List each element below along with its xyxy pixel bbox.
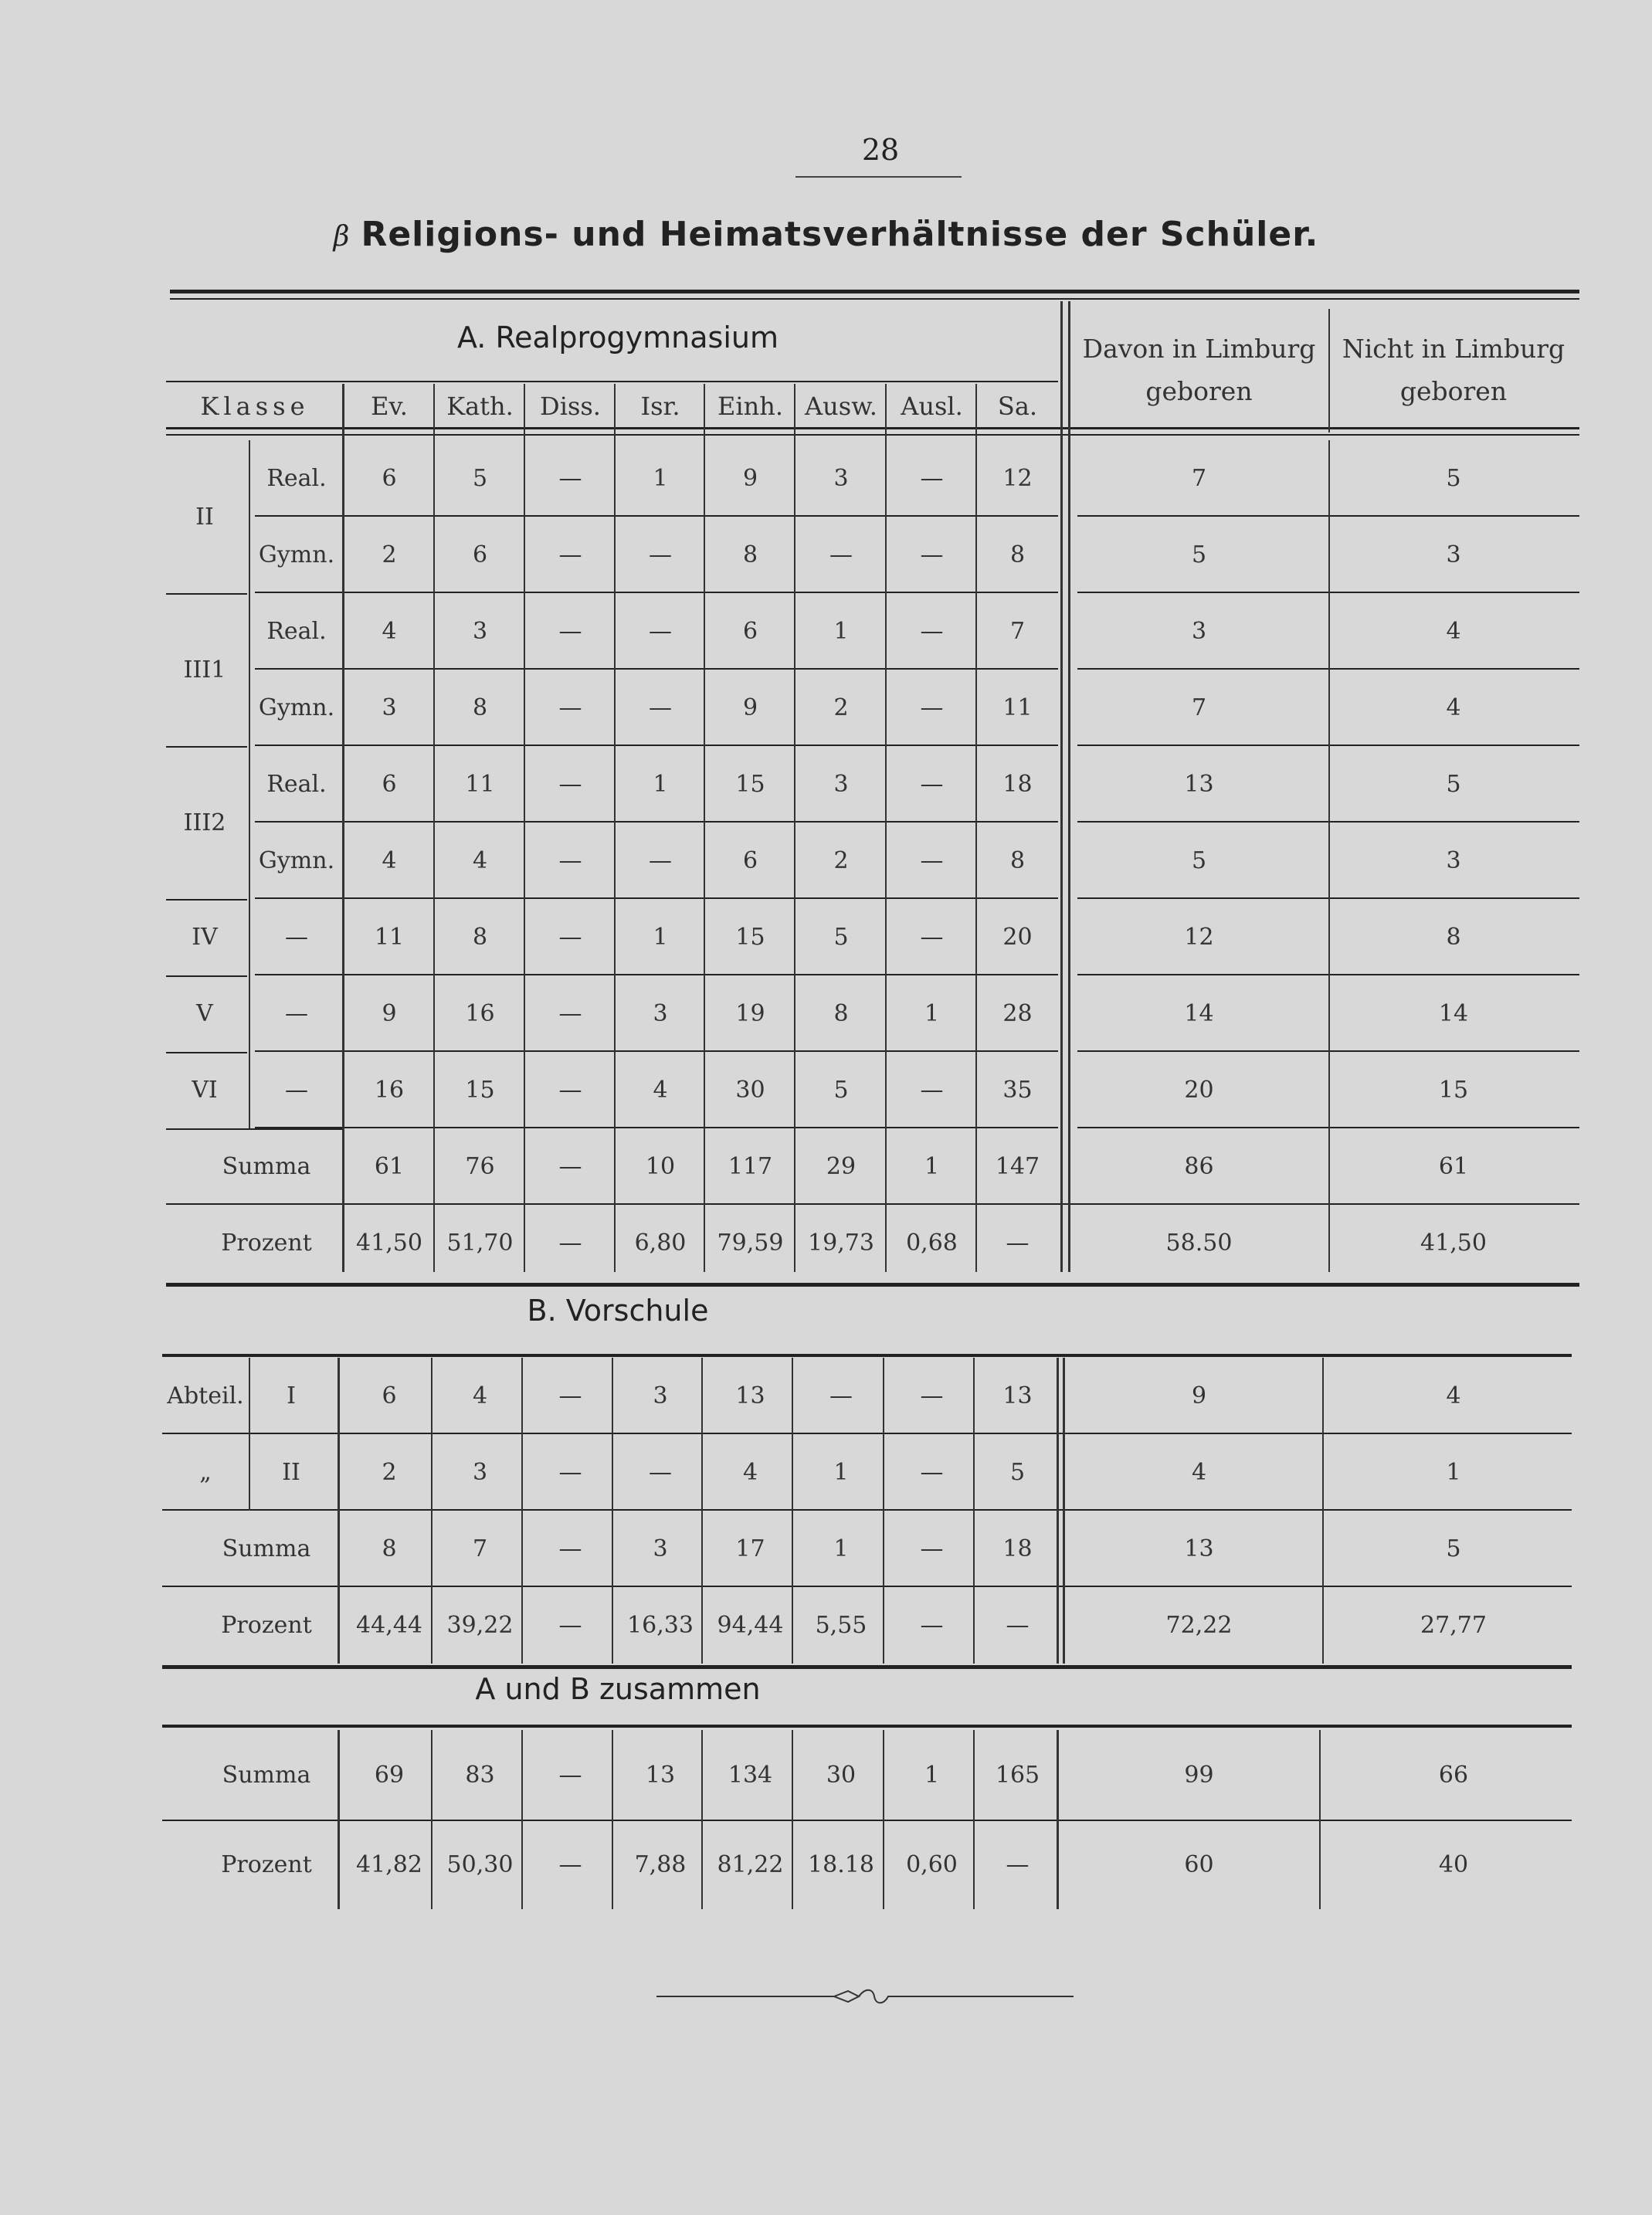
ab-summa-cell-5: 30 xyxy=(826,1761,857,1789)
a-row-4-nicht: 5 xyxy=(1446,771,1461,798)
ab-prozent-cell-2: — xyxy=(558,1850,582,1878)
a-row-2-cell-4: 6 xyxy=(742,618,758,645)
column-divider-main xyxy=(338,1358,340,1664)
column-divider xyxy=(249,1358,250,1511)
a-row-2-cell-3: — xyxy=(649,618,672,645)
column-divider xyxy=(885,384,887,1272)
a-row-8-cell-0: 16 xyxy=(374,1077,405,1104)
a-row-7-nicht: 14 xyxy=(1438,1000,1469,1027)
a-prozent-davon: 58.50 xyxy=(1165,1230,1233,1257)
section-b-bottom-rule xyxy=(162,1665,1572,1669)
a-row-6-cell-3: 1 xyxy=(653,924,668,951)
a-prozent-cell-0: 41,50 xyxy=(356,1230,422,1257)
klasse-label: III2 xyxy=(183,809,226,836)
ab-summa-cell-3: 13 xyxy=(645,1761,676,1789)
a-row-4-davon: 13 xyxy=(1184,771,1214,798)
a-row-7-cell-3: 3 xyxy=(653,1000,668,1027)
b-row-1-cell-4: 4 xyxy=(742,1459,758,1486)
a-row-3-cell-0: 3 xyxy=(382,694,397,721)
klasse-rule xyxy=(166,593,247,595)
sub-label: Gymn. xyxy=(258,694,335,721)
sub-label: Gymn. xyxy=(258,847,335,874)
a-row-7-cell-1: 16 xyxy=(465,1000,495,1027)
a-row-8-nicht: 15 xyxy=(1438,1077,1469,1104)
b-summa-davon: 13 xyxy=(1184,1535,1214,1562)
column-divider xyxy=(614,384,616,1272)
a-row-6-cell-2: — xyxy=(558,924,582,951)
ab-summa-cell-2: — xyxy=(558,1761,582,1789)
b-row-0-davon: 9 xyxy=(1191,1382,1207,1409)
b-summa-cell-6: — xyxy=(920,1535,944,1562)
a-row-4-cell-2: — xyxy=(558,771,582,798)
a-row-5-cell-7: 8 xyxy=(1009,847,1026,874)
a-row-0-cell-3: 1 xyxy=(653,465,668,492)
b-prozent-cell-3: 16,33 xyxy=(627,1612,694,1639)
a-row-8-cell-5: 5 xyxy=(833,1077,849,1104)
a-row-7-cell-0: 9 xyxy=(382,1000,397,1027)
column-divider-double xyxy=(1060,301,1063,1272)
a-summa-cell-5: 29 xyxy=(826,1153,857,1180)
a-row-7-cell-5: 8 xyxy=(833,1000,849,1027)
b-summa-cell-5: 1 xyxy=(833,1535,849,1562)
b-klasse-label: „ xyxy=(199,1459,212,1486)
sub-label: — xyxy=(285,1000,308,1027)
ab-prozent-davon: 60 xyxy=(1184,1850,1214,1878)
section-b-top-rule xyxy=(162,1354,1572,1357)
column-divider xyxy=(612,1730,613,1909)
b-summa-cell-1: 7 xyxy=(472,1535,488,1562)
column-header-3: Isr. xyxy=(640,392,680,421)
b-row-1-cell-5: 1 xyxy=(833,1459,849,1486)
column-divider xyxy=(973,1730,975,1909)
b-row-1-cell-1: 3 xyxy=(472,1459,488,1486)
ab-prozent-cell-3: 7,88 xyxy=(634,1850,687,1878)
ornament-divider xyxy=(656,1985,1074,2008)
b-prozent-cell-5: 5,55 xyxy=(815,1612,867,1639)
b-summa-cell-4: 17 xyxy=(735,1535,765,1562)
b-prozent-cell-6: — xyxy=(920,1612,944,1639)
a-row-5-cell-6: — xyxy=(920,847,944,874)
section-a-title: A. Realprogymnasium xyxy=(456,321,779,354)
a-row-3-cell-2: — xyxy=(558,694,582,721)
a-row-4-cell-5: 3 xyxy=(833,771,849,798)
a-row-7-davon: 14 xyxy=(1184,1000,1214,1027)
a-row-1-davon: 5 xyxy=(1191,541,1207,568)
a-row-3-cell-4: 9 xyxy=(742,694,758,721)
a-row-5-cell-4: 6 xyxy=(742,847,758,874)
column-divider xyxy=(612,1358,613,1664)
b-row-1-cell-2: — xyxy=(558,1459,582,1486)
a-row-5-davon: 5 xyxy=(1191,847,1207,874)
b-prozent-cell-7: — xyxy=(1006,1612,1030,1639)
a-row-5-cell-3: — xyxy=(649,847,672,874)
b-summa-nicht: 5 xyxy=(1446,1535,1461,1562)
a-row-1-cell-2: — xyxy=(558,541,582,568)
a-row-5-nicht: 3 xyxy=(1446,847,1461,874)
a-row-2-cell-6: — xyxy=(920,618,944,645)
a-prozent-nicht: 41,50 xyxy=(1420,1230,1487,1257)
b-klasse-label: Abteil. xyxy=(167,1382,244,1409)
b-row-1-davon: 4 xyxy=(1191,1459,1207,1486)
a-row-0-cell-6: — xyxy=(920,465,944,492)
column-divider xyxy=(1328,309,1330,432)
a-row-2-nicht: 4 xyxy=(1446,618,1461,645)
a-row-1-cell-3: — xyxy=(649,541,672,568)
klasse-rule xyxy=(166,1052,247,1053)
sub-label: — xyxy=(285,1077,308,1104)
ab-summa-cell-1: 83 xyxy=(465,1761,495,1789)
sub-label: Real. xyxy=(266,771,327,798)
column-divider xyxy=(883,1358,884,1664)
a-summa-cell-4: 117 xyxy=(728,1153,773,1180)
a-row-6-cell-5: 5 xyxy=(833,924,849,951)
davon-header: Davon in Limburg geboren xyxy=(1082,334,1316,406)
b-row-0-cell-2: — xyxy=(558,1382,582,1409)
a-prozent-cell-1: 51,70 xyxy=(446,1230,514,1257)
section-a-top-rule xyxy=(170,290,1579,293)
section-a-bottom-rule xyxy=(166,1283,1579,1287)
a-row-1-nicht: 3 xyxy=(1446,541,1461,568)
section-ab-title: A und B zusammen xyxy=(475,1672,761,1706)
section-a-top-rule-2 xyxy=(170,298,1579,300)
column-divider xyxy=(431,1358,433,1664)
a-row-2-cell-0: 4 xyxy=(382,618,397,645)
summa-label: Summa xyxy=(222,1153,311,1180)
page-title xyxy=(0,215,1652,254)
column-divider xyxy=(975,384,977,1272)
klasse-label: V xyxy=(196,1000,213,1027)
column-header-5: Ausw. xyxy=(805,392,877,421)
a-row-4-cell-4: 15 xyxy=(735,771,765,798)
a-row-6-davon: 12 xyxy=(1184,924,1214,951)
ab-prozent-cell-0: 41,82 xyxy=(356,1850,422,1878)
a-row-8-davon: 20 xyxy=(1184,1077,1214,1104)
column-header-1: Kath. xyxy=(446,392,514,421)
a-row-8-cell-1: 15 xyxy=(465,1077,495,1104)
ab-summa-cell-4: 134 xyxy=(728,1761,773,1789)
klasse-label: IV xyxy=(192,924,218,951)
klasse-rule xyxy=(166,746,247,748)
a-row-2-cell-7: 7 xyxy=(1009,618,1026,645)
klasse-label: II xyxy=(195,503,214,531)
column-divider xyxy=(1322,1358,1324,1664)
a-row-7-cell-7: 28 xyxy=(1002,1000,1033,1027)
column-divider xyxy=(1319,1730,1321,1909)
a-row-7-cell-6: 1 xyxy=(924,1000,940,1027)
ab-summa-nicht: 66 xyxy=(1438,1761,1469,1789)
column-header-7: Sa. xyxy=(997,392,1038,421)
b-row-1-cell-3: — xyxy=(649,1459,672,1486)
a-row-0-cell-7: 12 xyxy=(1002,465,1033,492)
a-row-0-cell-4: 9 xyxy=(742,465,758,492)
a-row-3-cell-6: — xyxy=(920,694,944,721)
a-row-8-cell-7: 35 xyxy=(1002,1077,1033,1104)
b-prozent-label: Prozent xyxy=(221,1612,312,1639)
sub-label: Real. xyxy=(266,618,327,645)
a-row-1-cell-4: 8 xyxy=(742,541,758,568)
ab-summa-davon: 99 xyxy=(1184,1761,1214,1789)
column-divider xyxy=(521,1358,523,1664)
a-row-5-cell-1: 4 xyxy=(472,847,488,874)
ab-prozent-label: Prozent xyxy=(221,1850,312,1878)
a-row-8-cell-3: 4 xyxy=(653,1077,668,1104)
klasse-label: VI xyxy=(192,1077,218,1104)
ab-prozent-cell-6: 0,60 xyxy=(906,1850,958,1878)
section-b-title: B. Vorschule xyxy=(527,1294,709,1328)
prozent-label: Prozent xyxy=(221,1230,312,1257)
column-divider-double xyxy=(1063,1358,1065,1664)
a-row-8-cell-4: 30 xyxy=(735,1077,765,1104)
b-prozent-cell-0: 44,44 xyxy=(356,1612,422,1639)
ab-summa-cell-0: 69 xyxy=(374,1761,405,1789)
a-summa-cell-0: 61 xyxy=(374,1153,405,1180)
column-divider xyxy=(701,1730,703,1909)
a-row-6-cell-4: 15 xyxy=(735,924,765,951)
a-summa-cell-6: 1 xyxy=(924,1153,940,1180)
klasse-rule xyxy=(166,899,247,901)
a-row-2-davon: 3 xyxy=(1191,618,1207,645)
a-row-1-cell-1: 6 xyxy=(472,541,488,568)
a-row-2-cell-5: 1 xyxy=(833,618,849,645)
header-top-rule xyxy=(166,381,1058,382)
a-row-5-cell-2: — xyxy=(558,847,582,874)
a-prozent-cell-6: 0,68 xyxy=(906,1230,958,1257)
column-divider xyxy=(249,440,250,1128)
a-row-4-cell-3: 1 xyxy=(653,771,668,798)
sub-label: Real. xyxy=(266,465,327,492)
b-row-0-cell-4: 13 xyxy=(735,1382,765,1409)
a-row-0-davon: 7 xyxy=(1191,465,1207,492)
column-divider xyxy=(431,1730,433,1909)
column-header-6: Ausl. xyxy=(901,392,963,421)
b-prozent-cell-4: 94,44 xyxy=(717,1612,784,1639)
a-row-6-cell-1: 8 xyxy=(472,924,488,951)
a-row-3-davon: 7 xyxy=(1191,694,1207,721)
nicht-header: Nicht in Limburg geboren xyxy=(1342,334,1565,406)
a-row-4-cell-0: 6 xyxy=(382,771,397,798)
a-row-5-cell-0: 4 xyxy=(382,847,397,874)
column-divider xyxy=(792,1358,793,1664)
header-bottom-rule-2 xyxy=(166,434,1579,436)
b-summa-cell-0: 8 xyxy=(382,1535,397,1562)
ab-prozent-nicht: 40 xyxy=(1438,1850,1469,1878)
a-row-0-cell-2: — xyxy=(558,465,582,492)
a-summa-davon: 86 xyxy=(1184,1153,1214,1180)
b-row-1-cell-0: 2 xyxy=(382,1459,397,1486)
a-row-3-cell-7: 11 xyxy=(1002,694,1033,721)
header-bottom-rule xyxy=(166,427,1579,429)
klasse-header: Klasse xyxy=(200,392,310,421)
a-row-6-cell-0: 11 xyxy=(374,924,405,951)
b-row-0-cell-3: 3 xyxy=(653,1382,668,1409)
column-divider xyxy=(433,384,435,1272)
a-row-3-cell-3: — xyxy=(649,694,672,721)
a-row-6-nicht: 8 xyxy=(1446,924,1461,951)
b-row-0-cell-0: 6 xyxy=(382,1382,397,1409)
column-divider xyxy=(794,384,795,1272)
b-row-0-cell-1: 4 xyxy=(472,1382,488,1409)
a-row-3-cell-1: 8 xyxy=(472,694,488,721)
b-prozent-cell-2: — xyxy=(558,1612,582,1639)
a-row-0-cell-0: 6 xyxy=(382,465,397,492)
a-prozent-cell-3: 6,80 xyxy=(634,1230,687,1257)
title-text: Religions- und Heimatsverhältnisse der Schüler. xyxy=(361,215,1319,254)
b-prozent-davon: 72,22 xyxy=(1165,1612,1233,1639)
klasse-label: III1 xyxy=(183,656,226,683)
column-divider xyxy=(1328,440,1330,1272)
b-summa-cell-3: 3 xyxy=(653,1535,668,1562)
column-divider xyxy=(701,1358,703,1664)
b-summa-label: Summa xyxy=(222,1535,311,1562)
a-row-4-cell-1: 11 xyxy=(465,771,495,798)
b-row-0-nicht: 4 xyxy=(1446,1382,1461,1409)
a-row-3-nicht: 4 xyxy=(1446,694,1461,721)
b-summa-cell-7: 18 xyxy=(1002,1535,1033,1562)
ab-summa-label: Summa xyxy=(222,1761,311,1789)
a-row-7-cell-2: — xyxy=(558,1000,582,1027)
a-row-2-cell-2: — xyxy=(558,618,582,645)
a-row-5-cell-5: 2 xyxy=(833,847,849,874)
b-row-0-cell-5: — xyxy=(829,1382,853,1409)
column-divider-double xyxy=(1057,1730,1059,1909)
a-summa-cell-7: 147 xyxy=(995,1153,1040,1180)
a-prozent-cell-7: — xyxy=(1006,1230,1030,1257)
column-header-0: Ev. xyxy=(371,392,408,421)
b-sub-label: II xyxy=(282,1459,300,1486)
a-row-1-cell-6: — xyxy=(920,541,944,568)
b-summa-cell-2: — xyxy=(558,1535,582,1562)
ab-summa-cell-6: 1 xyxy=(924,1761,940,1789)
a-row-0-cell-5: 3 xyxy=(833,465,849,492)
a-row-4-cell-7: 18 xyxy=(1002,771,1033,798)
page-number-rule xyxy=(795,176,962,178)
b-row-0-cell-7: 13 xyxy=(1002,1382,1033,1409)
a-prozent-cell-5: 19,73 xyxy=(808,1230,874,1257)
klasse-rule xyxy=(166,975,247,977)
column-divider-double xyxy=(1068,301,1070,1272)
a-prozent-cell-4: 79,59 xyxy=(717,1230,784,1257)
title-prefix: β xyxy=(333,221,351,253)
column-divider xyxy=(704,384,705,1272)
column-divider xyxy=(521,1730,523,1909)
column-divider xyxy=(883,1730,884,1909)
column-divider-main xyxy=(342,384,344,1272)
b-prozent-cell-1: 39,22 xyxy=(446,1612,514,1639)
ab-prozent-cell-7: — xyxy=(1006,1850,1030,1878)
a-row-7-cell-4: 19 xyxy=(735,1000,765,1027)
a-row-4-cell-6: — xyxy=(920,771,944,798)
ab-prozent-cell-1: 50,30 xyxy=(446,1850,514,1878)
sub-label: — xyxy=(285,924,308,951)
a-row-6-cell-6: — xyxy=(920,924,944,951)
b-row-1-nicht: 1 xyxy=(1446,1459,1461,1486)
a-row-1-cell-5: — xyxy=(829,541,853,568)
a-row-6-cell-7: 20 xyxy=(1002,924,1033,951)
column-header-4: Einh. xyxy=(717,392,783,421)
column-divider xyxy=(973,1358,975,1664)
column-divider xyxy=(524,384,525,1272)
b-prozent-nicht: 27,77 xyxy=(1420,1612,1487,1639)
b-row-1-cell-7: 5 xyxy=(1009,1459,1026,1486)
a-summa-cell-3: 10 xyxy=(645,1153,676,1180)
column-divider-main xyxy=(338,1730,340,1909)
b-sub-label: I xyxy=(287,1382,296,1409)
ab-prozent-cell-4: 81,22 xyxy=(717,1850,784,1878)
a-row-1-cell-7: 8 xyxy=(1009,541,1026,568)
sub-label: Gymn. xyxy=(258,541,335,568)
a-row-0-nicht: 5 xyxy=(1446,465,1461,492)
section-ab-top-rule xyxy=(162,1725,1572,1728)
a-row-0-cell-1: 5 xyxy=(472,465,488,492)
a-row-8-cell-2: — xyxy=(558,1077,582,1104)
ab-prozent-cell-5: 18.18 xyxy=(808,1850,874,1878)
b-row-1-cell-6: — xyxy=(920,1459,944,1486)
column-divider xyxy=(792,1730,793,1909)
a-summa-nicht: 61 xyxy=(1438,1153,1469,1180)
ab-summa-cell-7: 165 xyxy=(995,1761,1040,1789)
a-row-3-cell-5: 2 xyxy=(833,694,849,721)
column-header-2: Diss. xyxy=(540,392,601,421)
page-number: 28 xyxy=(861,133,900,167)
b-row-0-cell-6: — xyxy=(920,1382,944,1409)
a-row-2-cell-1: 3 xyxy=(472,618,488,645)
column-divider-double xyxy=(1057,1358,1059,1664)
a-summa-cell-1: 76 xyxy=(465,1153,495,1180)
a-prozent-cell-2: — xyxy=(558,1230,582,1257)
a-row-8-cell-6: — xyxy=(920,1077,944,1104)
a-summa-cell-2: — xyxy=(558,1153,582,1180)
a-row-1-cell-0: 2 xyxy=(382,541,397,568)
